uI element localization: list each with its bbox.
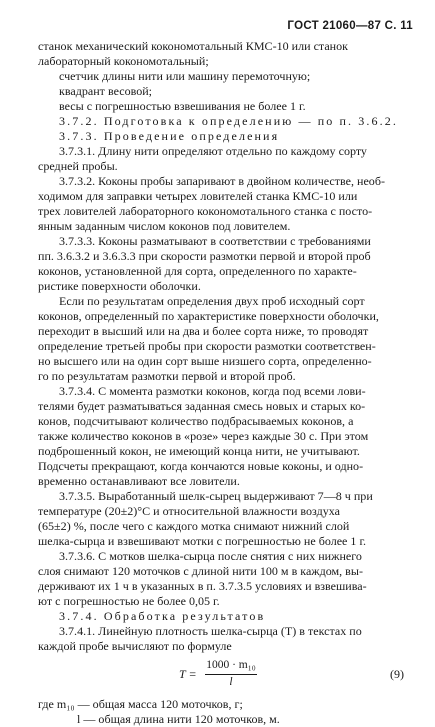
where-line: где m₁₀ — общая масса 120 моточков, г; bbox=[38, 697, 243, 711]
text-line: Подсчеты прекращают, когда кончаются новые коконы, и одно- bbox=[38, 459, 364, 473]
section-heading: 3.7.3. Проведение определения bbox=[59, 129, 280, 143]
text-line: счетчик длины нити или машину перемоточную; bbox=[59, 69, 311, 83]
text-line: 3.7.3.3. Коконы разматывают в соответствии с требованиями bbox=[59, 234, 371, 248]
text-line: 3.7.3.5. Выработанный шелк-сырец выдерживают 7—8 ч при bbox=[59, 489, 373, 503]
text-line: каждой пробе вычисляют по формуле bbox=[38, 639, 232, 653]
text-line: подброшенный кокон, не имеющий конца нити, не учитывают. bbox=[38, 444, 360, 458]
text-line: коконов, определенный по характеристике поверхности оболочки, bbox=[38, 309, 379, 323]
text-line: конов, подсчитывают количество подбрасываемых коконов, а bbox=[38, 414, 354, 428]
text-line: шелка-сырца и взвешивают мотки с погрешностью не более 1 г. bbox=[38, 534, 367, 548]
text-line: слоя снимают 120 моточков с длиной нити 100 м в каждом, вы- bbox=[38, 564, 363, 578]
text-line: квадрант весовой; bbox=[59, 84, 153, 98]
formula-fraction bbox=[205, 658, 257, 690]
equation-number: (9) bbox=[389, 667, 404, 681]
text-line: пп. 3.6.3.2 и 3.6.3.3 при скорости размотки первой и второй проб bbox=[38, 249, 371, 263]
text-line: 3.7.3.6. С мотков шелка-сырца после снятия с них нижнего bbox=[59, 549, 362, 563]
text-line: определение третьей пробы при скорости размотки соответствен- bbox=[38, 339, 376, 353]
text-line: станок механический кокономотальный КМС-10 или станок bbox=[38, 39, 348, 53]
text-line: но высшего или на один сорт выше низшего сорта, определенно- bbox=[38, 354, 372, 368]
text-line: держивают их 1 ч в указанных в п. 3.7.3.5 условиях и взвешива- bbox=[38, 579, 367, 593]
text-line: 3.7.3.4. С момента размотки коконов, когда под всеми лови- bbox=[59, 384, 366, 398]
text-line: ходимом для заправки четырех ловителей станка КМС-10 или bbox=[38, 189, 358, 203]
text-line: янным заданным числом коконов под ловителем. bbox=[38, 219, 291, 233]
where-line: l — общая длина нити 120 моточков, м. bbox=[77, 712, 280, 726]
text-line: температуре (20±2)°С и относительной влажности воздуха bbox=[38, 504, 340, 518]
formula-9 bbox=[38, 656, 412, 694]
text-line: (65±2) %, после чего с каждого мотка снимают нижний слой bbox=[38, 519, 350, 533]
text-line: весы с погрешностью взвешивания не более 1 г. bbox=[59, 99, 306, 113]
formula-lhs: T = bbox=[179, 667, 197, 681]
text-line: коконов, установленной для сорта, определенного по характе- bbox=[38, 264, 357, 278]
text-line: го по результатам размотки первой и второй проб. bbox=[38, 369, 296, 383]
text-line: переходит в высший или на два и более сорта ниже, то проводят bbox=[38, 324, 369, 338]
section-heading: 3.7.4. Обработка результатов bbox=[59, 609, 266, 623]
document-body bbox=[38, 39, 412, 727]
text-line: Если по результатам определения двух проб исходный сорт bbox=[59, 294, 365, 308]
formula-numerator: 1000 · m₁₀ bbox=[205, 658, 257, 675]
text-line: трех ловителей лабораторного кокономотального станка с посто- bbox=[38, 204, 373, 218]
text-line: 3.7.3.2. Коконы пробы запаривают в двойном количестве, необ- bbox=[59, 174, 385, 188]
page-header: ГОСТ 21060—87 С. 11 bbox=[287, 20, 413, 32]
formula-denominator: l bbox=[229, 676, 233, 688]
text-line: ристике поверхности оболочки. bbox=[38, 279, 201, 293]
text-line: 3.7.3.1. Длину нити определяют отдельно по каждому сорту bbox=[59, 144, 367, 158]
text-line: средней пробы. bbox=[38, 159, 118, 173]
text-line: лабораторный кокономотальный; bbox=[38, 54, 209, 68]
text-line: также количество коконов в «розе» через каждые 30 с. При этом bbox=[38, 429, 369, 443]
text-line: 3.7.4.1. Линейную плотность шелка-сырца (Т) в текстах по bbox=[59, 624, 362, 638]
section-heading: 3.7.2. Подготовка к определению — по п. 3.6.2. bbox=[59, 114, 398, 128]
text-line: временно останавливают все ловители. bbox=[38, 474, 240, 488]
text-line: ют с погрешностью не более 0,05 г. bbox=[38, 594, 220, 608]
text-line: телями будет разматываться заданная смесь новых и старых ко- bbox=[38, 399, 366, 413]
